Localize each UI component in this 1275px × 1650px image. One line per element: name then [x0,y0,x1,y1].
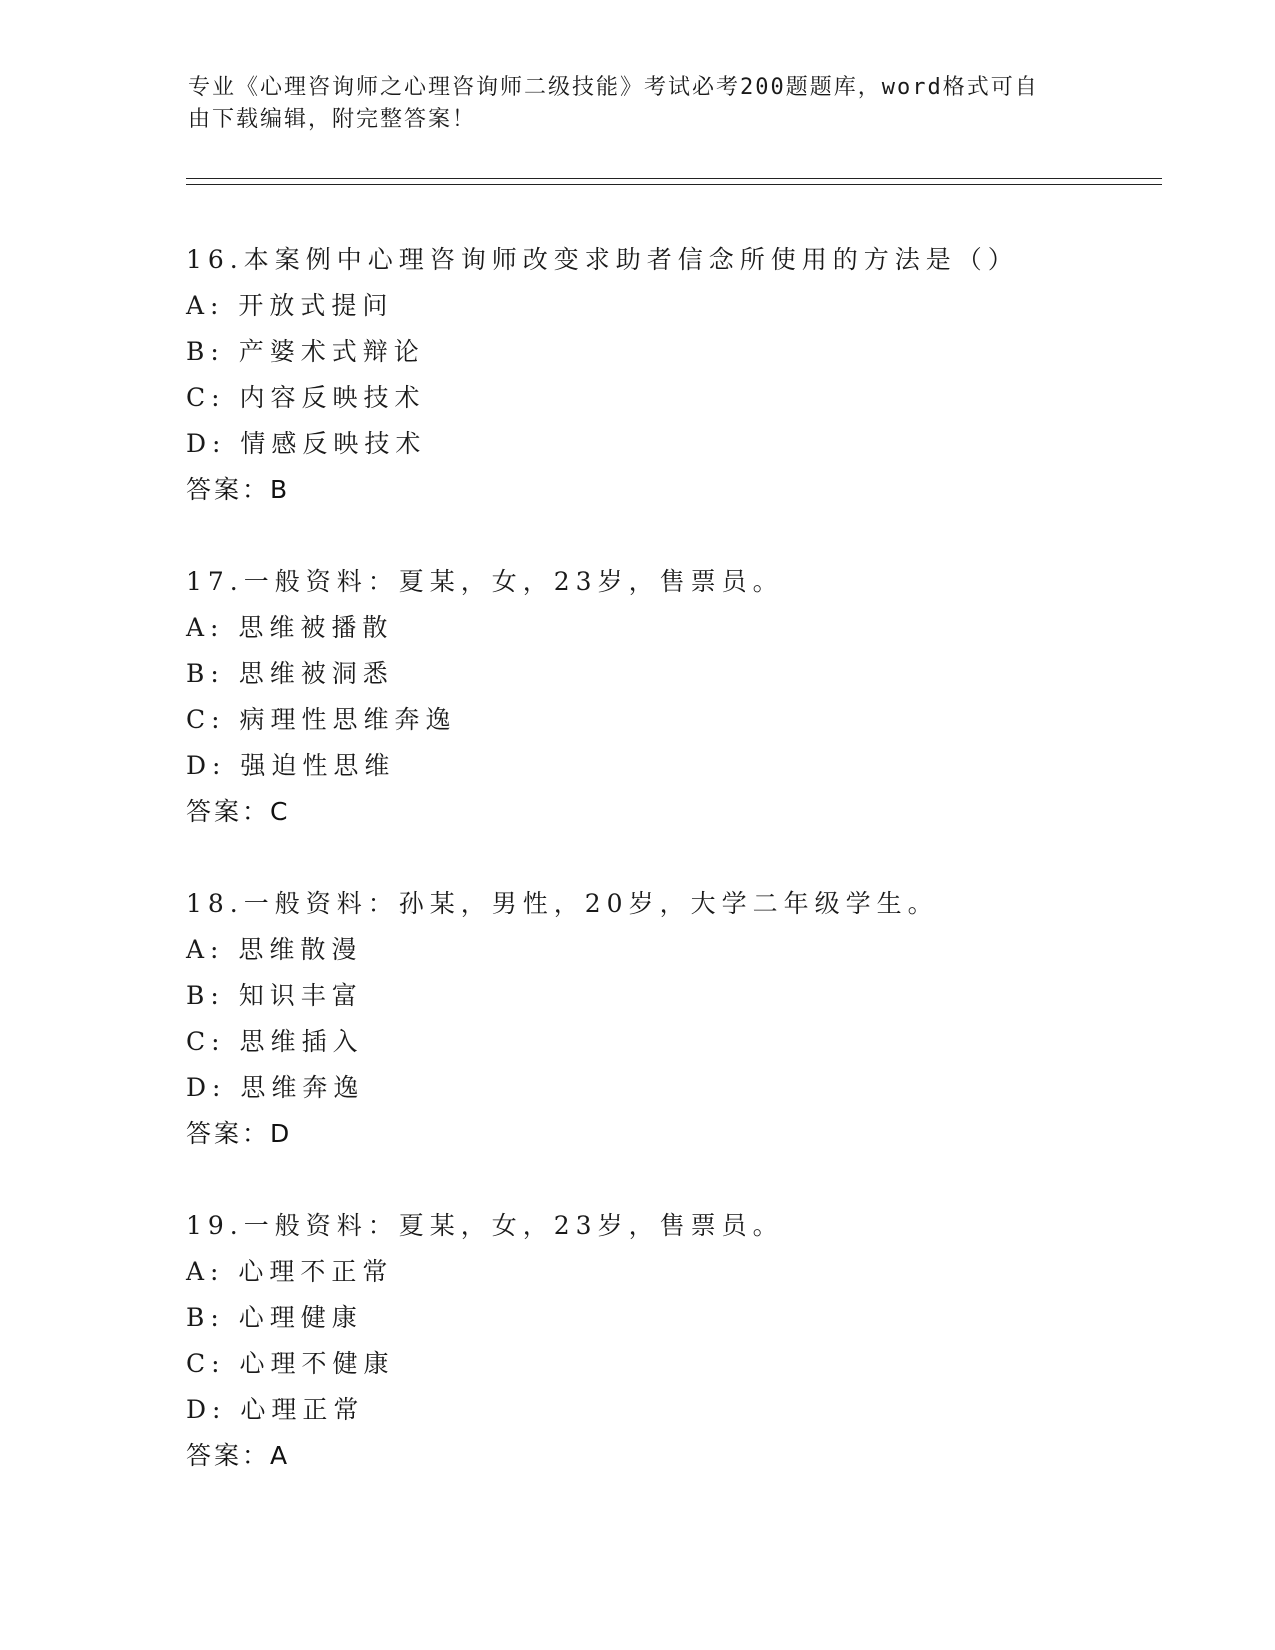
question-block [186,1203,1146,1479]
answer-line: 答案：D [186,1119,293,1148]
option-d: D: 心理正常 [186,1395,365,1424]
question-stem: 19.一般资料：夏某，女，23岁，售票员。 [186,1211,784,1240]
option-c: C: 心理不健康 [186,1349,395,1378]
option-a: A: 思维散漫 [186,935,363,964]
option-d: D: 情感反映技术 [186,429,427,458]
header-divider-top [186,178,1162,179]
document-header [188,72,1068,136]
question-block [186,559,1146,835]
header-divider-bottom [186,184,1162,185]
option-c: C: 思维插入 [186,1027,364,1056]
option-d: D: 思维奔逸 [186,1073,365,1102]
option-c: C: 内容反映技术 [186,383,426,412]
option-a: A: 思维被播散 [186,613,394,642]
option-d: D: 强迫性思维 [186,751,396,780]
question-block [186,881,1146,1157]
option-b: B: 产婆术式辩论 [186,337,425,366]
question-stem: 18.一般资料：孙某，男性，20岁，大学二年级学生。 [186,889,939,918]
question-stem: 16.本案例中心理咨询师改变求助者信念所使用的方法是（） [186,245,1019,274]
option-b: B: 心理健康 [186,1303,363,1332]
option-b: B: 知识丰富 [186,981,363,1010]
answer-line: 答案：A [186,1441,291,1470]
option-b: B: 思维被洞悉 [186,659,394,688]
answer-line: 答案：B [186,475,291,504]
header-line-1: 专业《心理咨询师之心理咨询师二级技能》考试必考200题题库，word格式可自 [188,75,1039,100]
header-line-2: 由下载编辑，附完整答案！ [188,107,477,132]
question-block [186,237,1146,513]
answer-line: 答案：C [186,797,291,826]
question-stem: 17.一般资料：夏某，女，23岁，售票员。 [186,567,784,596]
option-a: A: 心理不正常 [186,1257,394,1286]
option-a: A: 开放式提问 [186,291,394,320]
option-c: C: 病理性思维奔逸 [186,705,457,734]
